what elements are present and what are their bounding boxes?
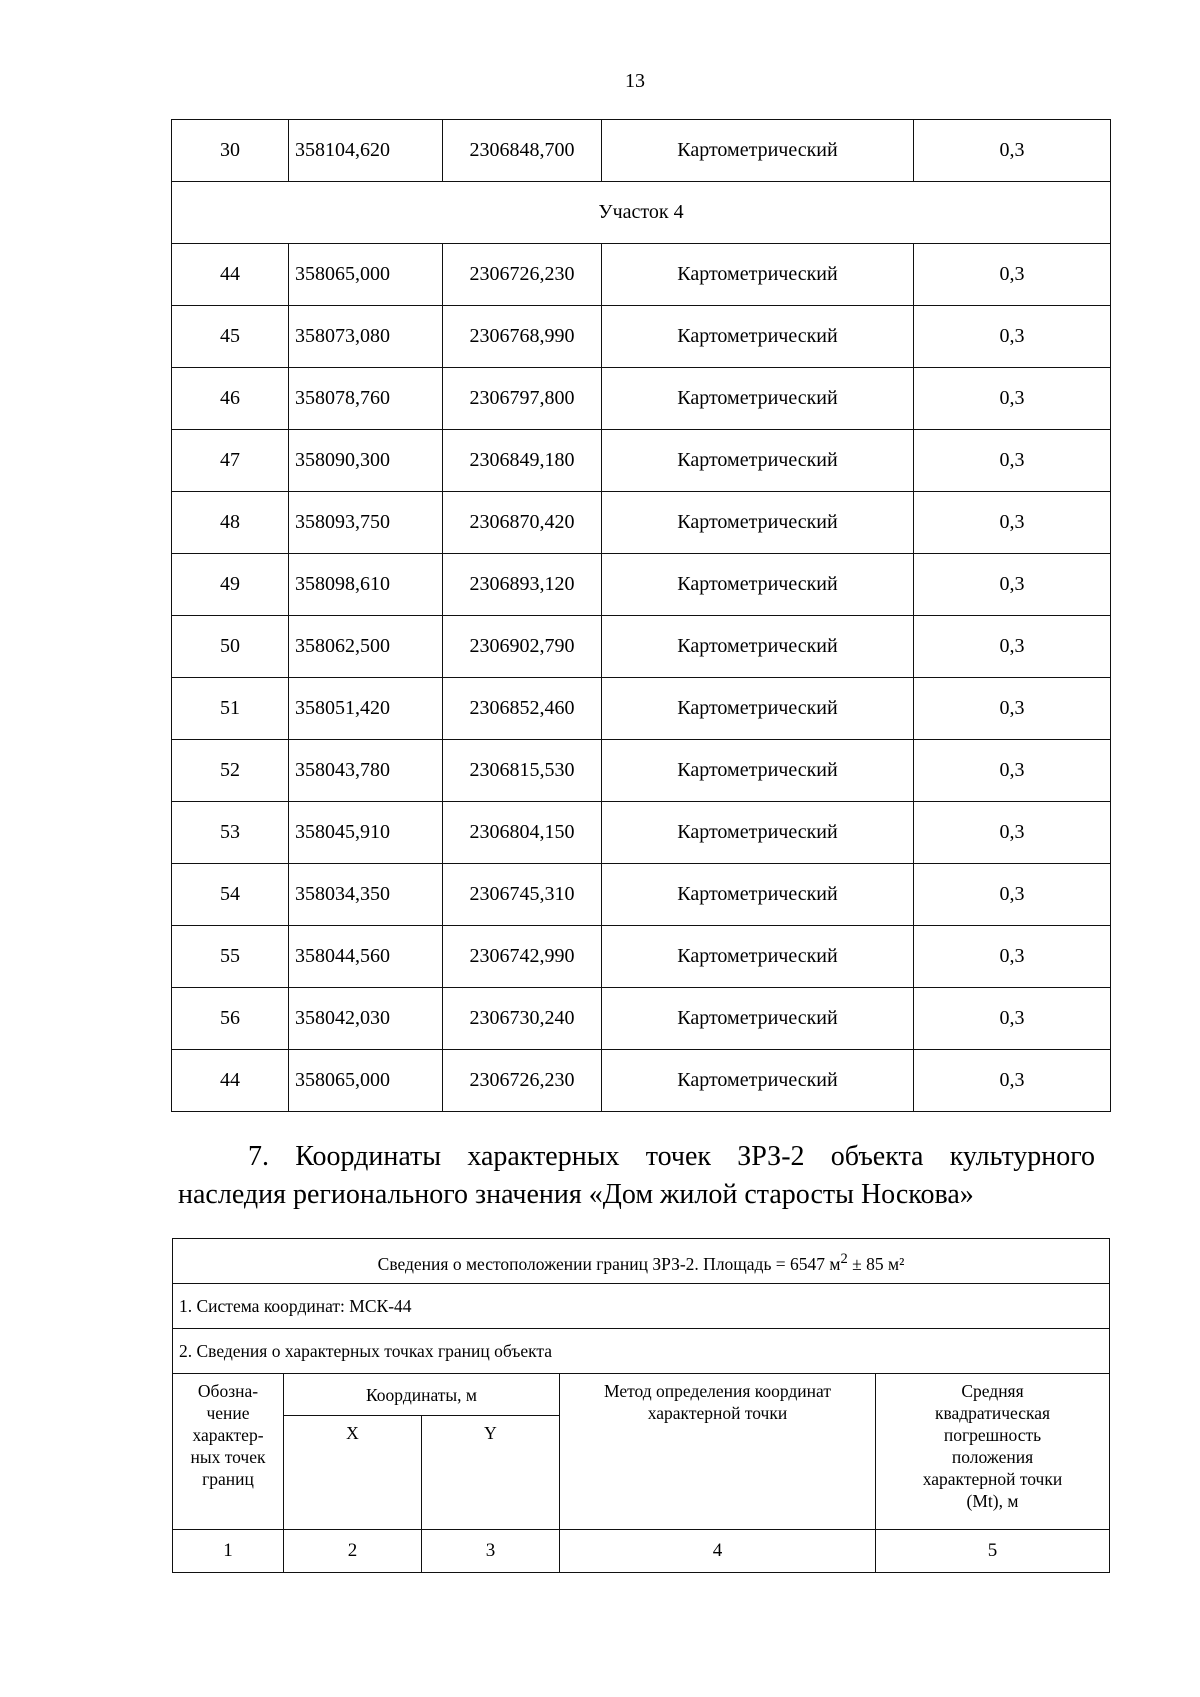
- method-cell: Картометрический: [602, 244, 914, 306]
- point-number-cell: 53: [172, 802, 289, 864]
- method-cell: Картометрический: [602, 616, 914, 678]
- method-cell: Картометрический: [602, 430, 914, 492]
- x-coordinate-cell: 358043,780: [289, 740, 443, 802]
- column-number-2: 2: [284, 1530, 422, 1573]
- section-heading: [178, 1138, 1095, 1214]
- section-row: [172, 182, 1111, 244]
- table-row: [172, 802, 1111, 864]
- table-row: [172, 864, 1111, 926]
- error-cell: 0,3: [914, 740, 1111, 802]
- point-number-cell: 52: [172, 740, 289, 802]
- y-coordinate-cell: 2306848,700: [443, 120, 602, 182]
- y-coordinate-cell: 2306852,460: [443, 678, 602, 740]
- method-cell: Картометрический: [602, 492, 914, 554]
- method-cell: Картометрический: [602, 306, 914, 368]
- table-row: [172, 120, 1111, 182]
- x-coordinate-cell: 358073,080: [289, 306, 443, 368]
- error-cell: 0,3: [914, 430, 1111, 492]
- y-coordinate-cell: 2306893,120: [443, 554, 602, 616]
- table-row: [172, 492, 1111, 554]
- header-x: X: [284, 1416, 422, 1530]
- error-cell: 0,3: [914, 1050, 1111, 1112]
- error-cell: 0,3: [914, 988, 1111, 1050]
- title-suffix: ± 85 м²: [847, 1253, 905, 1274]
- y-coordinate-cell: 2306797,800: [443, 368, 602, 430]
- y-coordinate-cell: 2306726,230: [443, 244, 602, 306]
- x-coordinate-cell: 358062,500: [289, 616, 443, 678]
- method-cell: Картометрический: [602, 864, 914, 926]
- x-coordinate-cell: 358034,350: [289, 864, 443, 926]
- column-number-5: 5: [876, 1530, 1110, 1573]
- point-number-cell: 49: [172, 554, 289, 616]
- section-label: Участок 4: [172, 182, 1111, 244]
- x-coordinate-cell: 358104,620: [289, 120, 443, 182]
- table-row: [172, 368, 1111, 430]
- point-number-cell: 51: [172, 678, 289, 740]
- boundary-info-title: [173, 1239, 1110, 1284]
- x-coordinate-cell: 358051,420: [289, 678, 443, 740]
- title-superscript: 2: [840, 1250, 848, 1267]
- coordinates-table: [171, 119, 1111, 1112]
- table-row: [172, 616, 1111, 678]
- y-coordinate-cell: 2306742,990: [443, 926, 602, 988]
- column-number-1: 1: [173, 1530, 284, 1573]
- header-y: Y: [422, 1416, 560, 1530]
- table-row: [172, 1050, 1111, 1112]
- y-coordinate-cell: 2306730,240: [443, 988, 602, 1050]
- method-cell: Картометрический: [602, 988, 914, 1050]
- coordinate-system: 1. Система координат: МСК-44: [173, 1284, 1110, 1329]
- coordinates-table-body: [172, 120, 1111, 1112]
- method-cell: Картометрический: [602, 926, 914, 988]
- boundary-info-table: [172, 1238, 1110, 1573]
- error-cell: 0,3: [914, 554, 1111, 616]
- point-number-cell: 56: [172, 988, 289, 1050]
- method-cell: Картометрический: [602, 740, 914, 802]
- error-cell: 0,3: [914, 368, 1111, 430]
- y-coordinate-cell: 2306726,230: [443, 1050, 602, 1112]
- error-cell: 0,3: [914, 616, 1111, 678]
- header-designation: Обозна- чение характер- ных точек границ: [173, 1374, 284, 1530]
- method-cell: Картометрический: [602, 120, 914, 182]
- point-number-cell: 54: [172, 864, 289, 926]
- x-coordinate-cell: 358044,560: [289, 926, 443, 988]
- column-number-3: 3: [422, 1530, 560, 1573]
- y-coordinate-cell: 2306849,180: [443, 430, 602, 492]
- point-number-cell: 30: [172, 120, 289, 182]
- error-cell: 0,3: [914, 802, 1111, 864]
- point-number-cell: 44: [172, 1050, 289, 1112]
- table-row: [172, 244, 1111, 306]
- header-coordinates: Координаты, м: [284, 1374, 560, 1416]
- y-coordinate-cell: 2306815,530: [443, 740, 602, 802]
- y-coordinate-cell: 2306804,150: [443, 802, 602, 864]
- header-error: Средняя квадратическая погрешность положения характерной точки (Mt), м: [876, 1374, 1110, 1530]
- method-cell: Картометрический: [602, 678, 914, 740]
- method-cell: Картометрический: [602, 368, 914, 430]
- section-heading-line-2: наследия регионального значения «Дом жилой старосты Носкова»: [178, 1179, 974, 1210]
- table-row: [172, 988, 1111, 1050]
- error-cell: 0,3: [914, 120, 1111, 182]
- method-cell: Картометрический: [602, 554, 914, 616]
- x-coordinate-cell: 358065,000: [289, 244, 443, 306]
- column-number-4: 4: [560, 1530, 876, 1573]
- error-cell: 0,3: [914, 678, 1111, 740]
- error-cell: 0,3: [914, 926, 1111, 988]
- point-number-cell: 50: [172, 616, 289, 678]
- method-cell: Картометрический: [602, 1050, 914, 1112]
- table-row: [172, 306, 1111, 368]
- y-coordinate-cell: 2306745,310: [443, 864, 602, 926]
- point-number-cell: 46: [172, 368, 289, 430]
- point-number-cell: 47: [172, 430, 289, 492]
- x-coordinate-cell: 358098,610: [289, 554, 443, 616]
- y-coordinate-cell: 2306870,420: [443, 492, 602, 554]
- y-coordinate-cell: 2306768,990: [443, 306, 602, 368]
- table-row: [172, 554, 1111, 616]
- x-coordinate-cell: 358042,030: [289, 988, 443, 1050]
- x-coordinate-cell: 358078,760: [289, 368, 443, 430]
- y-coordinate-cell: 2306902,790: [443, 616, 602, 678]
- page-number: 13: [625, 70, 645, 92]
- table-row: [172, 430, 1111, 492]
- error-cell: 0,3: [914, 864, 1111, 926]
- points-info-heading: 2. Сведения о характерных точках границ объекта: [173, 1329, 1110, 1374]
- error-cell: 0,3: [914, 306, 1111, 368]
- point-number-cell: 44: [172, 244, 289, 306]
- error-cell: 0,3: [914, 244, 1111, 306]
- point-number-cell: 48: [172, 492, 289, 554]
- point-number-cell: 55: [172, 926, 289, 988]
- x-coordinate-cell: 358090,300: [289, 430, 443, 492]
- table-row: [172, 926, 1111, 988]
- x-coordinate-cell: 358065,000: [289, 1050, 443, 1112]
- x-coordinate-cell: 358093,750: [289, 492, 443, 554]
- header-method: Метод определения координат характерной точки: [560, 1374, 876, 1530]
- method-cell: Картометрический: [602, 802, 914, 864]
- point-number-cell: 45: [172, 306, 289, 368]
- x-coordinate-cell: 358045,910: [289, 802, 443, 864]
- title-text: Сведения о местоположении границ ЗРЗ-2. Площадь = 6547 м: [377, 1253, 841, 1274]
- error-cell: 0,3: [914, 492, 1111, 554]
- table-row: [172, 740, 1111, 802]
- table-row: [172, 678, 1111, 740]
- section-heading-line-1: 7. Координаты характерных точек ЗРЗ-2 объекта культурного: [248, 1141, 1095, 1172]
